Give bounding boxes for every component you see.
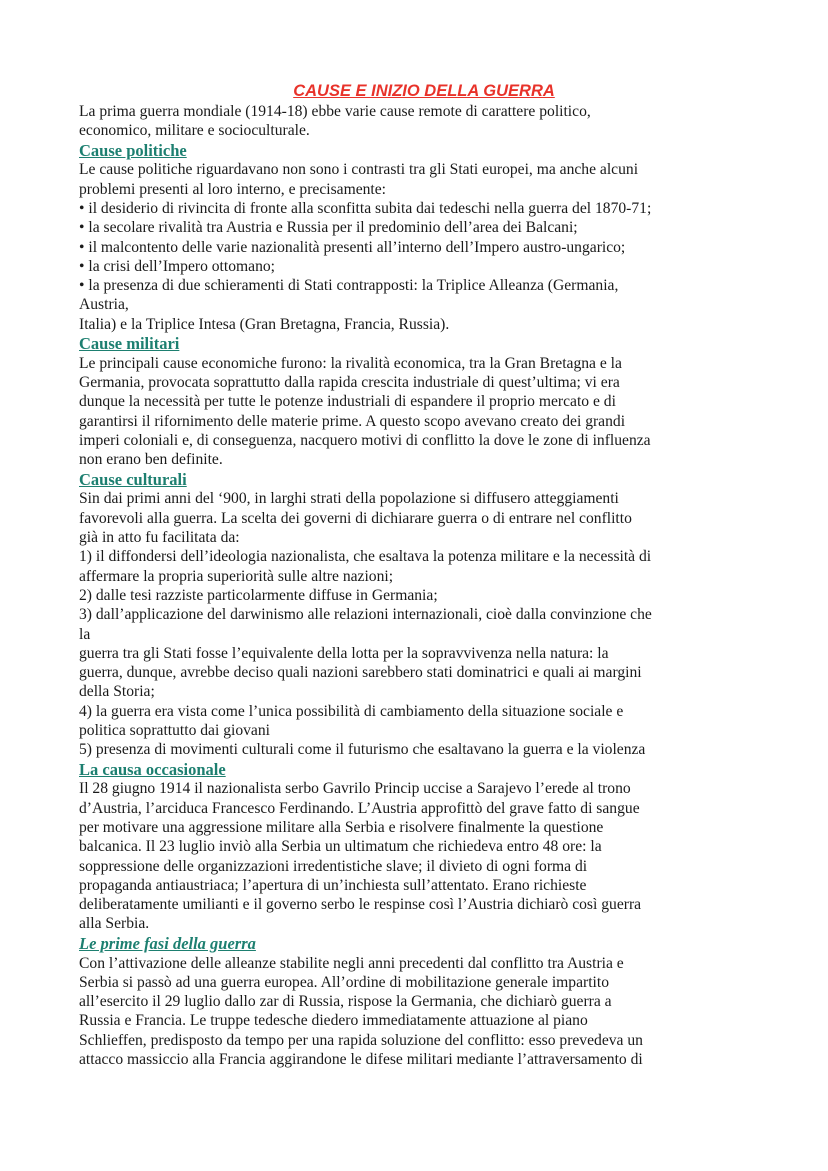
text-line: Austria,	[79, 296, 129, 314]
text-line: non erano ben definite.	[79, 451, 223, 469]
text-line: affermare la propria superiorità sulle altre nazioni;	[79, 567, 394, 585]
text-line: problemi presenti al loro interno, e precisamente:	[79, 180, 387, 198]
bullet-item: • il desiderio di rivincita di fronte alla sconfitta subita dai tedeschi nella guerra del 1870-71;	[79, 199, 652, 217]
text-line: favorevoli alla guerra. La scelta dei governi di dichiarare guerra o di entrare nel conflitto	[79, 509, 632, 527]
numbered-item: 4) la guerra era vista come l’unica possibilità di cambiamento della situazione sociale e	[79, 702, 624, 720]
text-line: Le cause politiche riguardavano non sono i contrasti tra gli Stati europei, ma anche alcuni	[79, 161, 639, 179]
text-line: guerra tra gli Stati fosse l’equivalente della lotta per la sopravvivenza nella natura: la	[79, 644, 609, 662]
text-line: alla Serbia.	[79, 915, 150, 933]
page-title: CAUSE E INIZIO DELLA GUERRA	[293, 82, 555, 100]
bullet-item: • il malcontento delle varie nazionalità presenti all’interno dell’Impero austro-ungarico;	[79, 238, 626, 256]
section-body-occasionale	[79, 779, 759, 933]
text-line: Serbia si passò ad una guerra europea. All’ordine di mobilitazione generale impartito	[79, 973, 610, 991]
text-line: deliberatamente umilianti e il governo serbo le respinse così l’Austria dichiarò così guerra	[79, 896, 642, 914]
text-line: Il 28 giugno 1914 il nazionalista serbo Gavrilo Princip uccise a Sarajevo l’erede al trono	[79, 780, 631, 798]
text-line: propaganda antiaustriaca; l’apertura di un’inchiesta sull’attentato. Erano richieste	[79, 876, 587, 894]
text-line: politica soprattutto dai giovani	[79, 722, 270, 739]
section-heading-militari: Cause militari	[79, 334, 180, 354]
text-line: Italia) e la Triplice Intesa (Gran Bretagna, Francia, Russia).	[79, 315, 450, 333]
text-line: della Storia;	[79, 683, 155, 701]
text-line: già in atto fu facilitata da:	[79, 529, 240, 547]
bullet-item: • la presenza di due schieramenti di Stati contrapposti: la Triplice Alleanza (Germania,	[79, 277, 619, 295]
numbered-item: 3) dall’applicazione del darwinismo alle relazioni internazionali, cioè dalla convinzione che	[79, 606, 652, 624]
numbered-item: 1) il diffondersi dell’ideologia nazionalista, che esaltava la potenza militare e la necessità di	[79, 548, 652, 566]
text-line: Germania, provocata soprattutto dalla rapida crescita industriale di quest’ultima; vi era	[79, 374, 620, 392]
text-line: garantirsi il rifornimento delle materie prime. A questo scopo avevano creato dei grandi	[79, 412, 626, 430]
text-line: all’esercito il 29 luglio dallo zar di Russia, rispose la Germania, che dichiarò guerra a	[79, 993, 612, 1011]
text-line: la	[79, 625, 91, 643]
text-line: guerra, dunque, avrebbe deciso quali nazioni sarebbero stati dominatrici e quali ai margini	[79, 664, 642, 682]
text-line: Le principali cause economiche furono: la rivalità economica, tra la Gran Bretagna e la	[79, 354, 622, 372]
section-body-culturali	[79, 489, 759, 759]
document-page	[79, 80, 759, 1069]
text-line: Russia e Francia. Le truppe tedesche diedero immediatamente attuazione al piano	[79, 1012, 588, 1030]
text-line: per motivare una aggressione militare alla Serbia e risolvere finalmente la questione	[79, 818, 604, 836]
section-body-prime-fasi	[79, 954, 759, 1070]
text-line: d’Austria, l’arciduca Francesco Ferdinando. L’Austria approfittò del grave fatto di sangue	[79, 799, 640, 817]
text-line: balcanica. Il 23 luglio inviò alla Serbia un ultimatum che richiedeva entro 48 ore: la	[79, 838, 602, 856]
bullet-item: • la crisi dell’Impero ottomano;	[79, 257, 275, 275]
section-heading-culturali: Cause culturali	[79, 469, 187, 489]
text-line: imperi coloniali e, di conseguenza, nacquero motivi di conflitto la dove le zone di influenza	[79, 432, 651, 450]
section-heading-occasionale: La causa occasionale	[79, 759, 226, 779]
section-body-militari	[79, 354, 759, 470]
section-body-politiche	[79, 160, 759, 334]
text-line: Schlieffen, predisposto da tempo per una rapida soluzione del conflitto: esso prevedeva un	[79, 1031, 643, 1049]
text-line: attacco massiccio alla Francia aggirandone le difese militari mediante l’attraversamento di	[79, 1051, 643, 1069]
section-heading-politiche: Cause politiche	[79, 140, 187, 160]
numbered-item: 5) presenza di movimenti culturali come il futurismo che esaltavano la guerra e la violenza	[79, 741, 646, 759]
numbered-item: 2) dalle tesi razziste particolarmente diffuse in Germania;	[79, 586, 438, 604]
text-line: La prima guerra mondiale (1914-18) ebbe varie cause remote di carattere politico,	[79, 103, 591, 120]
text-line: soppressione delle organizzazioni irredentistiche slave; il divieto di ogni forma di	[79, 857, 588, 875]
section-heading-prime-fasi: Le prime fasi della guerra	[79, 933, 256, 953]
bullet-item: • la secolare rivalità tra Austria e Russia per il predominio dell’area dei Balcani;	[79, 219, 578, 237]
text-line: Con l’attivazione delle alleanze stabilite negli anni precedenti dal conflitto tra Austria e	[79, 954, 624, 972]
intro-paragraph	[79, 102, 759, 141]
text-line: economico, militare e socioculturale.	[79, 122, 310, 140]
text-line: Sin dai primi anni del ‘900, in larghi strati della popolazione si diffusero atteggiamenti	[79, 490, 619, 508]
text-line: dunque la necessità per tutte le potenze industriali di espandere il proprio mercato e di	[79, 393, 616, 411]
